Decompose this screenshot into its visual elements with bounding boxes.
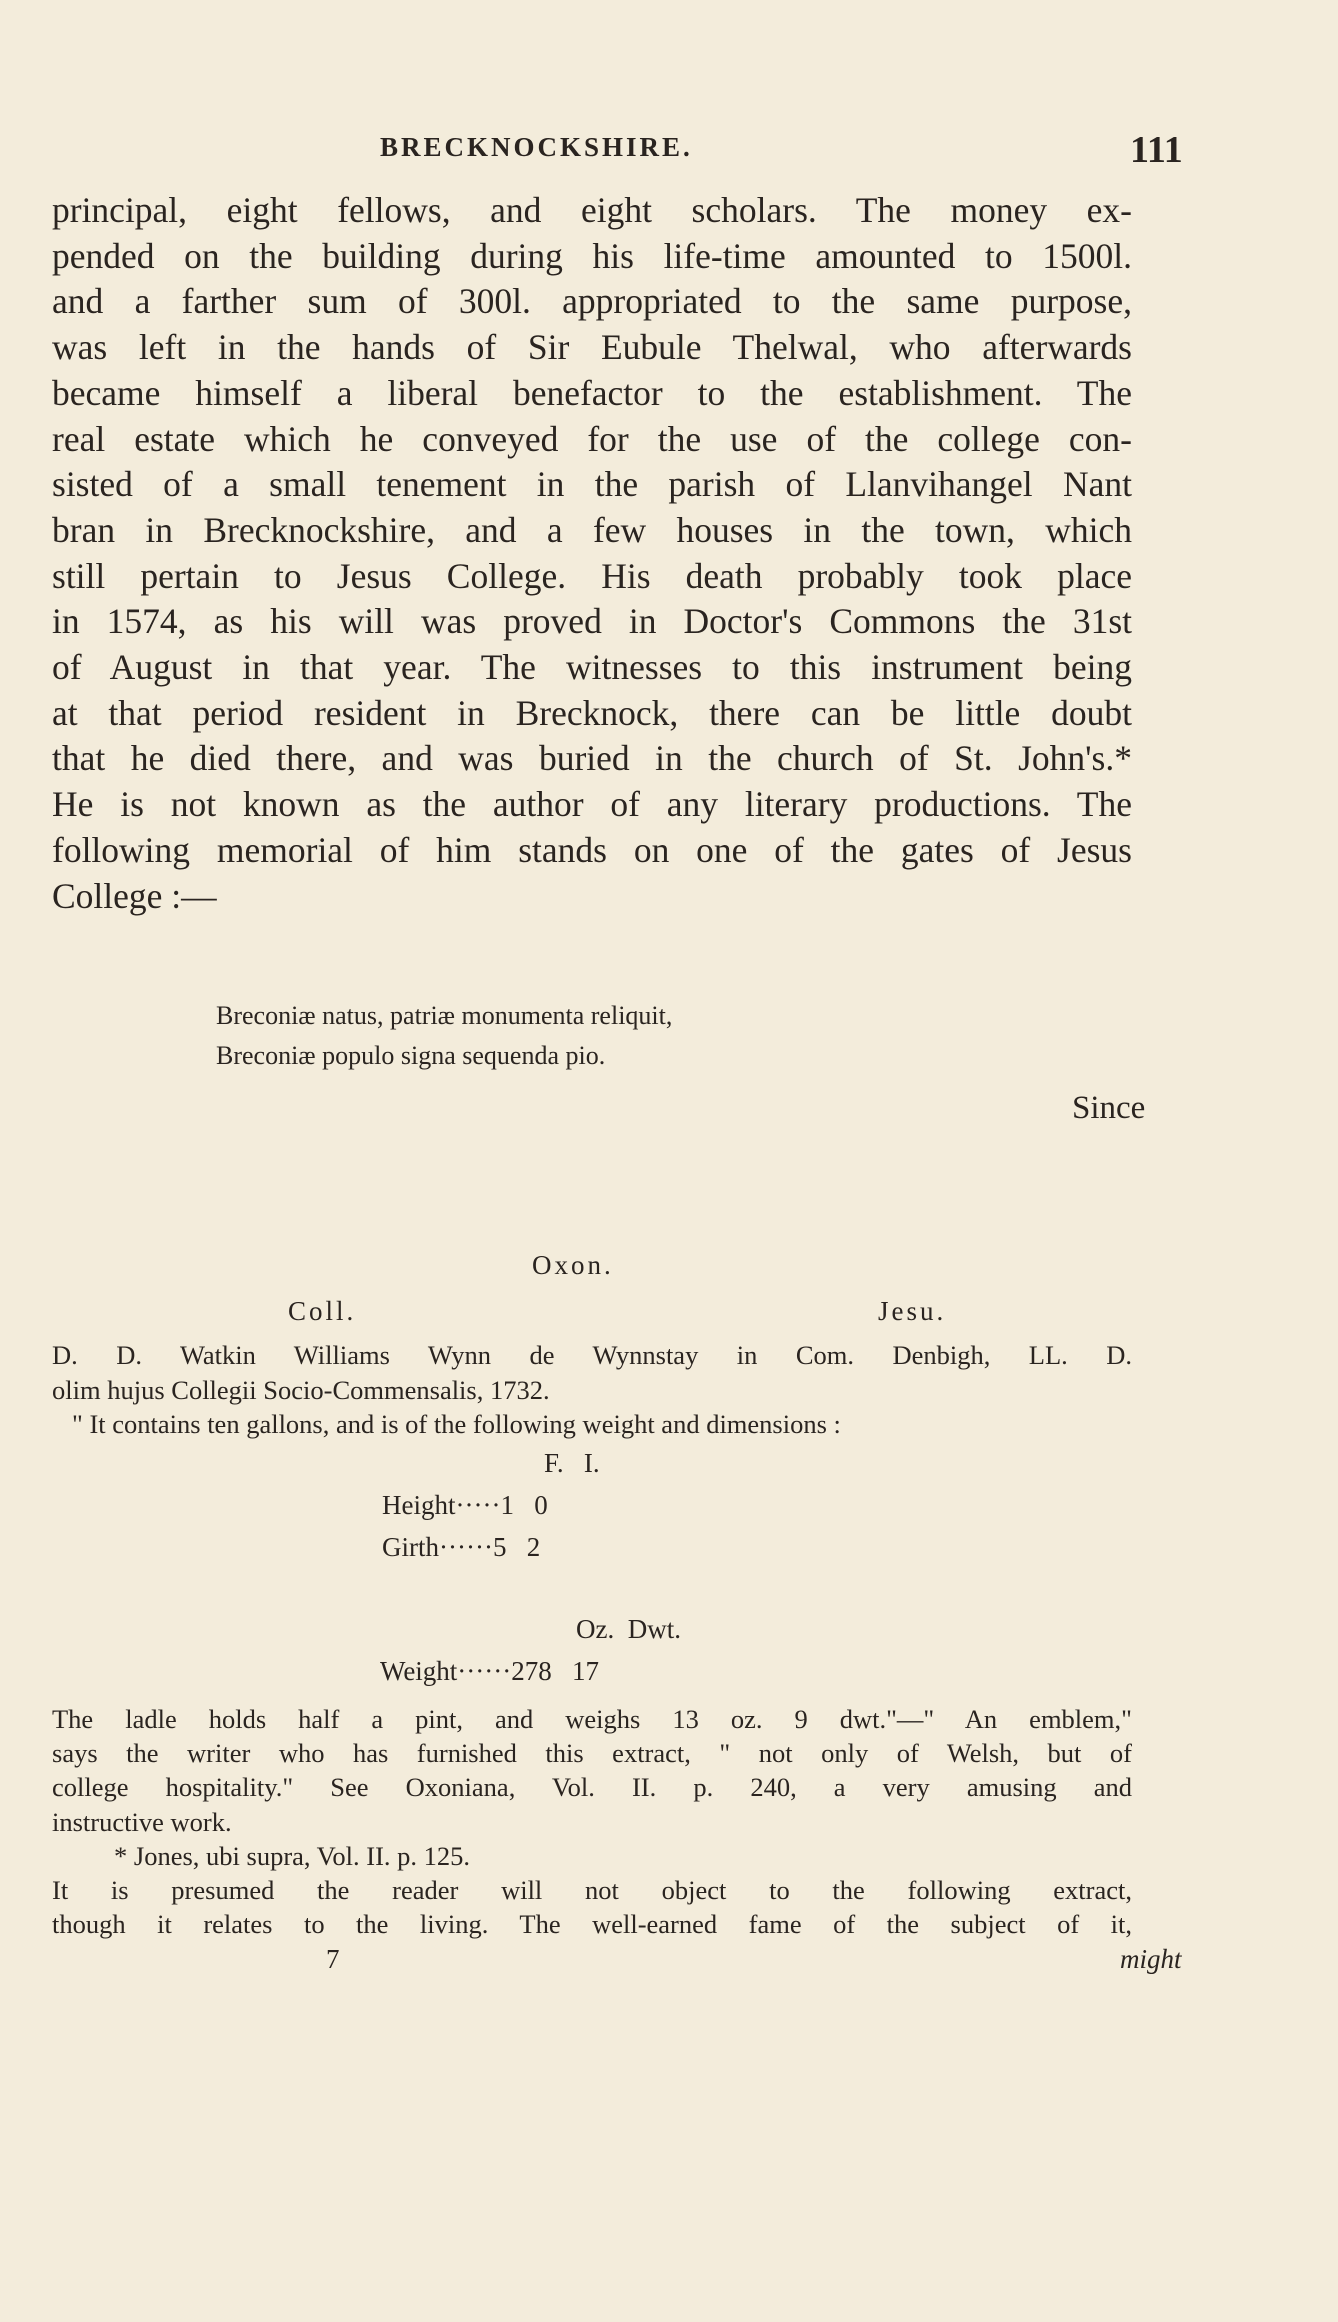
measure-girth: Girth······5 2: [382, 1532, 541, 1562]
note-line: college hospitality." See Oxoniana, Vol. II. p. 240, a very amusing and: [52, 1772, 1132, 1803]
verse-line: Breconiæ natus, patriæ monumenta reliquit,: [216, 1001, 673, 1030]
body-line: still pertain to Jesus College. His death probably took place: [52, 555, 1132, 596]
footnote: [52, 1338, 1132, 1442]
body-line: was left in the hands of Sir Eubule Thelwal, who afterwards: [52, 327, 1132, 368]
inscription-coll: Coll.: [288, 1296, 357, 1326]
body-line: following memorial of him stands on one of the gates of Jesus: [52, 829, 1132, 870]
body-line: and a farther sum of 300l. appropriated to the same purpose,: [52, 281, 1132, 322]
footnote-line: olim hujus Collegii Socio-Commensalis, 1732.: [52, 1374, 550, 1405]
note-line: It is presumed the reader will not object to the following extract,: [52, 1875, 1132, 1906]
body-line: He is not known as the author of any literary productions. The: [52, 784, 1132, 825]
body-line: sisted of a small tenement in the parish of Llanvihangel Nant: [52, 464, 1132, 505]
inscription-heading: [0, 1250, 1338, 1290]
main-text: [52, 188, 1132, 919]
measure-header-oz: Oz. Dwt.: [576, 1614, 681, 1644]
body-line: real estate which he conveyed for the use of the college con-: [52, 418, 1132, 459]
page-footer: [0, 1944, 1338, 1984]
catchword: might: [1120, 1944, 1182, 1974]
body-line: of August in that year. The witnesses to this instrument being: [52, 647, 1132, 688]
note-line: says the writer who has furnished this extract, " not only of Welsh, but of: [52, 1738, 1132, 1769]
running-head: [0, 128, 1338, 178]
body-line: College :—: [52, 875, 217, 916]
running-title: BRECKNOCKSHIRE.: [380, 132, 693, 162]
inscription-oxon: Oxon.: [532, 1250, 614, 1280]
body-line: in 1574, as his will was proved in Doctor's Commons the 31st: [52, 601, 1132, 642]
catchword-since: Since: [1072, 1090, 1146, 1126]
footnote-line: " It contains ten gallons, and is of the following weight and dimensions :: [72, 1409, 841, 1439]
inscription-subheading: [0, 1296, 1338, 1336]
page-number: 111: [1130, 129, 1183, 171]
note-line: The ladle holds half a pint, and weighs 13 oz. 9 dwt."—" An emblem,": [52, 1704, 1132, 1734]
measure-weight: Weight······278 17: [380, 1656, 600, 1686]
measure-height: Height·····1 0: [382, 1490, 548, 1520]
body-line: bran in Brecknockshire, and a few houses in the town, which: [52, 509, 1132, 550]
body-line: principal, eight fellows, and eight scholars. The money ex-: [52, 190, 1132, 230]
body-line: that he died there, and was buried in the church of St. John's.*: [52, 738, 1132, 779]
signature-mark: 7: [326, 1944, 340, 1974]
verse-line: Breconiæ populo signa sequenda pio.: [216, 1041, 606, 1070]
latin-verse: [216, 996, 672, 1076]
footnote-line: D. D. Watkin Williams Wynn de Wynnstay in Com. Denbigh, LL. D.: [52, 1340, 1132, 1370]
lower-notes: [52, 1702, 1132, 1941]
body-line: became himself a liberal benefactor to the establishment. The: [52, 372, 1132, 413]
body-line: pended on the building during his life-time amounted to 1500l.: [52, 235, 1132, 276]
measure-header-fi: F. I.: [544, 1448, 600, 1478]
note-line: instructive work.: [52, 1806, 232, 1837]
note-line: * Jones, ubi supra, Vol. II. p. 125.: [114, 1840, 471, 1871]
inscription-jesu: Jesu.: [878, 1296, 947, 1326]
body-line: at that period resident in Brecknock, there can be little doubt: [52, 692, 1132, 733]
note-line: though it relates to the living. The well-earned fame of the subject of it,: [52, 1909, 1132, 1940]
